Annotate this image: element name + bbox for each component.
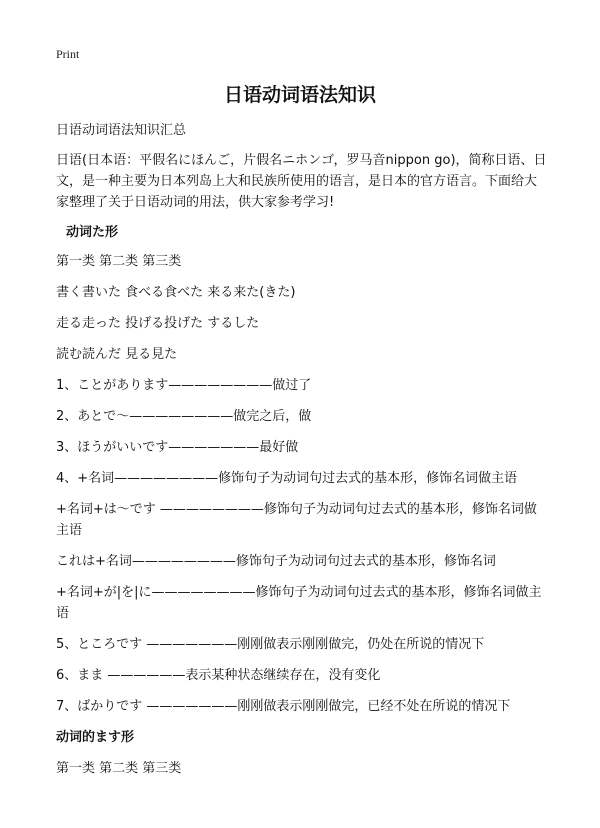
text-line: これは+名词————————修饰句子为动词句过去式的基本形，修饰名词 xyxy=(56,554,496,569)
text-line: 第一类 第二类 第三类 xyxy=(56,761,182,776)
section-heading-ta-form: 动词た形 xyxy=(66,225,119,240)
text-line: 第一类 第二类 第三类 xyxy=(56,254,182,269)
text-line: 1、ことがあります————————做过了 xyxy=(56,378,312,393)
page-title: 日语动词语法知识 xyxy=(223,84,376,106)
text-line: +名词+が|を|に————————修饰句子为动词句过去式的基本形，修饰名词做主语 xyxy=(56,585,542,621)
text-line: 7、ばかりです ———————刚刚做表示刚刚做完，已经不处在所说的情况下 xyxy=(56,699,511,714)
text-line: +名词+は～です ————————修饰句子为动词句过去式的基本形，修饰名词做主语 xyxy=(56,502,537,538)
text-line: 書く書いた 食べる食べた 来る来た(きた) xyxy=(56,285,296,300)
text-line: 5、ところです ———————刚刚做表示刚刚做完，仍处在所说的情况下 xyxy=(56,637,485,652)
text-line: 2、あとで～————————做完之后，做 xyxy=(56,409,312,424)
print-link[interactable]: Print xyxy=(56,47,80,61)
intro-heading: 日语动词语法知识汇总 xyxy=(56,123,187,138)
text-line: 4、+名词————————修饰句子为动词句过去式的基本形，修饰名词做主语 xyxy=(56,471,518,486)
section-heading-masu-form: 动词的ます形 xyxy=(56,730,135,745)
text-line: 読む読んだ 見る見た xyxy=(56,347,178,362)
article-body xyxy=(56,120,548,779)
text-line: 走る走った 投げる投げた するした xyxy=(56,316,260,331)
text-line: 6、まま ——————表示某种状态继续存在，没有变化 xyxy=(56,668,381,683)
intro-paragraph: 日语(日本语：平假名にほんご，片假名ニホンゴ，罗马音nippon go)，简称日语、日文，是一种主要为日本列岛上大和民族所使用的语言，是日本的官方语言。下面给大家整理了关于日语动词的用法，供大家参考学习! xyxy=(56,153,547,210)
text-line: 3、ほうがいいです———————最好做 xyxy=(56,440,299,455)
